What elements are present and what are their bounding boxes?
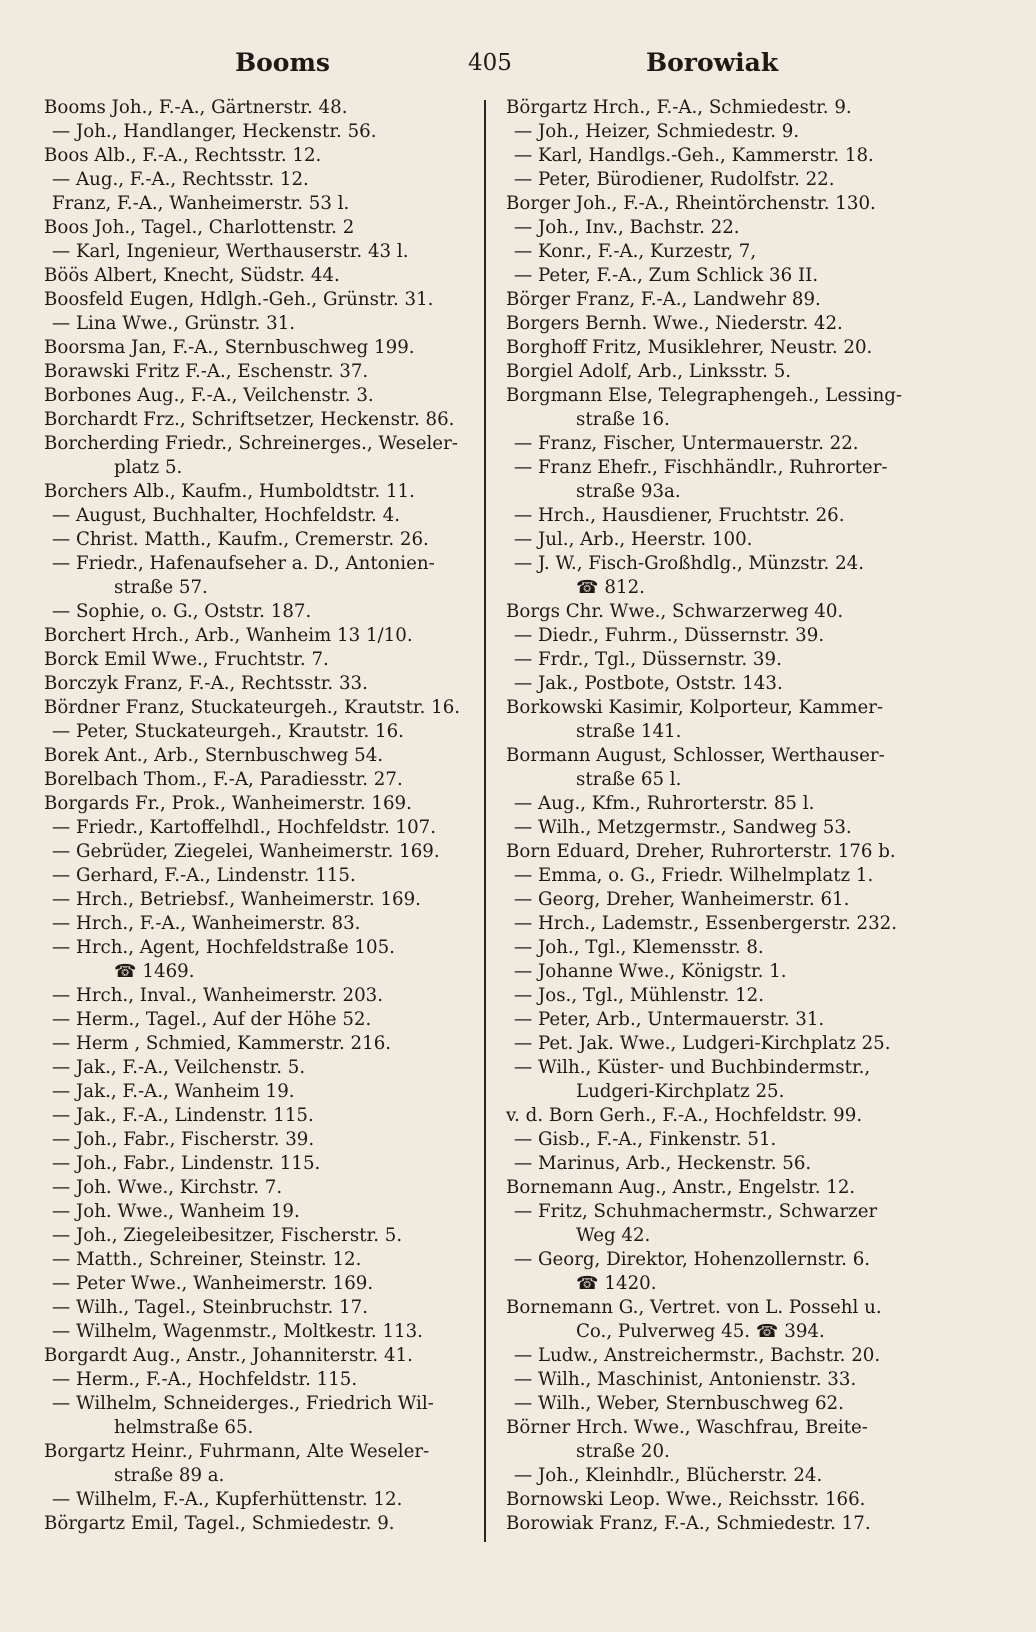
directory-entry-line: — Joh., Heizer, Schmiedestr. 9. <box>514 121 800 142</box>
directory-entry-line: — Emma, o. G., Friedr. Wilhelmplatz 1. <box>514 865 874 886</box>
directory-entry-line: Booms Joh., F.-A., Gärtnerstr. 48. <box>44 97 348 118</box>
directory-entry-line: — Joh., Ziegeleibesitzer, Fischerstr. 5. <box>52 1225 403 1246</box>
directory-entry-line: — Johanne Wwe., Königstr. 1. <box>514 961 787 982</box>
directory-entry-line: — Karl, Ingenieur, Werthauserstr. 43 l. <box>52 241 409 262</box>
right-column <box>506 96 996 1536</box>
directory-entry-line: Boorsma Jan, F.-A., Sternbuschweg 199. <box>44 337 415 358</box>
directory-entry-line: straße 93a. <box>576 481 681 502</box>
directory-entry-line: — Franz Ehefr., Fischhändlr., Ruhrorter- <box>514 457 888 478</box>
directory-entry-line: platz 5. <box>114 457 183 478</box>
directory-entry-line: — Joh., Fabr., Fischerstr. 39. <box>52 1129 315 1150</box>
directory-entry-line: Böös Albert, Knecht, Südstr. 44. <box>44 265 340 286</box>
directory-entry-line: — Wilhelm, F.-A., Kupferhüttenstr. 12. <box>52 1489 403 1510</box>
directory-entry-line: Ludgeri-Kirchplatz 25. <box>576 1081 785 1102</box>
directory-entry-line: — Wilh., Weber, Sternbuschweg 62. <box>514 1393 844 1414</box>
directory-entry-line: — August, Buchhalter, Hochfeldstr. 4. <box>52 505 400 526</box>
directory-entry-line: — Hrch., Lademstr., Essenbergerstr. 232. <box>514 913 898 934</box>
directory-entry-line: — Jul., Arb., Heerstr. 100. <box>514 529 753 550</box>
directory-entry-line: straße 20. <box>576 1441 670 1462</box>
directory-entry-line: — Hrch., Hausdiener, Fruchtstr. 26. <box>514 505 845 526</box>
directory-entry-line: Börgartz Emil, Tagel., Schmiedestr. 9. <box>44 1513 395 1534</box>
directory-entry-line: — Peter, Stuckateurgeh., Krautstr. 16. <box>52 721 404 742</box>
directory-entry-line: Börger Franz, F.-A., Landwehr 89. <box>506 289 821 310</box>
directory-entry-line: straße 65 l. <box>576 769 682 790</box>
directory-entry-line: — Christ. Matth., Kaufm., Cremerstr. 26. <box>52 529 429 550</box>
directory-entry-line: — Joh., Fabr., Lindenstr. 115. <box>52 1153 321 1174</box>
directory-entry-line: — Jak., F.-A., Wanheim 19. <box>52 1081 295 1102</box>
directory-entry-line: — Gerhard, F.-A., Lindenstr. 115. <box>52 865 356 886</box>
directory-entry-line: — Joh., Handlanger, Heckenstr. 56. <box>52 121 377 142</box>
directory-entry-line: Borawski Fritz F.-A., Eschenstr. 37. <box>44 361 369 382</box>
directory-entry-line: — Aug., F.-A., Rechtsstr. 12. <box>52 169 309 190</box>
directory-entry-line: straße 89 a. <box>114 1465 225 1486</box>
directory-entry-line: ☎ 1469. <box>114 961 195 982</box>
directory-entry-line: Franz, F.-A., Wanheimerstr. 53 l. <box>52 193 350 214</box>
directory-entry-line: — Herm., F.-A., Hochfeldstr. 115. <box>52 1369 358 1390</box>
directory-entry-line: — Wilhelm, Schneiderges., Friedrich Wil- <box>52 1393 434 1414</box>
directory-entry-line: — Wilh., Küster- und Buchbindermstr., <box>514 1057 871 1078</box>
directory-entry-line: — Hrch., Inval., Wanheimerstr. 203. <box>52 985 384 1006</box>
directory-entry-line: ☎ 1420. <box>576 1273 657 1294</box>
directory-entry-line: — Peter, Arb., Untermauerstr. 31. <box>514 1009 825 1030</box>
directory-entry-line: — Joh., Tgl., Klemensstr. 8. <box>514 937 764 958</box>
directory-entry-line: Boos Joh., Tagel., Charlottenstr. 2 <box>44 217 355 238</box>
directory-entry-line: — Friedr., Hafenaufseher a. D., Antonien- <box>52 553 435 574</box>
directory-entry-line: — Franz, Fischer, Untermauerstr. 22. <box>514 433 859 454</box>
directory-entry-line: Borck Emil Wwe., Fruchtstr. 7. <box>44 649 329 670</box>
directory-entry-line: Borchardt Frz., Schriftsetzer, Heckenstr. 86. <box>44 409 455 430</box>
directory-entry-line: Borchert Hrch., Arb., Wanheim 13 1/10. <box>44 625 413 646</box>
directory-entry-line: — Friedr., Kartoffelhdl., Hochfeldstr. 107. <box>52 817 437 838</box>
directory-entry-line: straße 16. <box>576 409 670 430</box>
directory-entry-line: — Sophie, o. G., Oststr. 187. <box>52 601 312 622</box>
directory-entry-line: — Herm , Schmied, Kammerstr. 216. <box>52 1033 392 1054</box>
directory-entry-line: Bördner Franz, Stuckateurgeh., Krautstr. 16. <box>44 697 461 718</box>
directory-entry-line: — Georg, Direktor, Hohenzollernstr. 6. <box>514 1249 871 1270</box>
directory-entry-line: Borbones Aug., F.-A., Veilchenstr. 3. <box>44 385 374 406</box>
directory-entry-line: Borek Ant., Arb., Sternbuschweg 54. <box>44 745 384 766</box>
column-divider <box>484 100 486 1542</box>
directory-entry-line: Borgmann Else, Telegraphengeh., Lessing- <box>506 385 903 406</box>
directory-entry-line: — Hrch., Betriebsf., Wanheimerstr. 169. <box>52 889 421 910</box>
directory-entry-line: Borelbach Thom., F.-A, Paradiesstr. 27. <box>44 769 403 790</box>
directory-entry-line: Borcherding Friedr., Schreinerges., Weseler- <box>44 433 458 454</box>
directory-entry-line: helmstraße 65. <box>114 1417 254 1438</box>
directory-entry-line: — Peter Wwe., Wanheimerstr. 169. <box>52 1273 374 1294</box>
directory-entry-line: Borghoff Fritz, Musiklehrer, Neustr. 20. <box>506 337 873 358</box>
directory-entry-line: — Jak., F.-A., Lindenstr. 115. <box>52 1105 314 1126</box>
page-number: 405 <box>468 50 512 76</box>
directory-entry-line: straße 141. <box>576 721 682 742</box>
directory-entry-line: — Joh. Wwe., Wanheim 19. <box>52 1201 300 1222</box>
directory-entry-line: Borgardt Aug., Anstr., Johanniterstr. 41. <box>44 1345 413 1366</box>
directory-entry-line: Bornemann G., Vertret. von L. Possehl u. <box>506 1297 882 1318</box>
directory-entry-line: Borgiel Adolf, Arb., Linksstr. 5. <box>506 361 792 382</box>
directory-entry-line: Borczyk Franz, F.-A., Rechtsstr. 33. <box>44 673 368 694</box>
directory-entry-line: — Wilhelm, Wagenmstr., Moltkestr. 113. <box>52 1321 423 1342</box>
directory-entry-line: — Pet. Jak. Wwe., Ludgeri-Kirchplatz 25. <box>514 1033 891 1054</box>
directory-entry-line: — Aug., Kfm., Ruhrorterstr. 85 l. <box>514 793 815 814</box>
directory-entry-line: v. d. Born Gerh., F.-A., Hochfeldstr. 99. <box>506 1105 863 1126</box>
directory-entry-line: Börner Hrch. Wwe., Waschfrau, Breite- <box>506 1417 868 1438</box>
directory-entry-line: — Frdr., Tgl., Düssernstr. 39. <box>514 649 782 670</box>
directory-entry-line: — Joh., Kleinhdlr., Blücherstr. 24. <box>514 1465 823 1486</box>
directory-entry-line: Boosfeld Eugen, Hdlgh.-Geh., Grünstr. 31. <box>44 289 434 310</box>
directory-entry-line: — Wilh., Metzgermstr., Sandweg 53. <box>514 817 852 838</box>
page-header <box>0 48 1036 88</box>
directory-entry-line: Born Eduard, Dreher, Ruhrorterstr. 176 b. <box>506 841 896 862</box>
directory-entry-line: straße 57. <box>114 577 208 598</box>
directory-entry-line: — J. W., Fisch-Großhdlg., Münzstr. 24. <box>514 553 865 574</box>
directory-entry-line: Börgartz Hrch., F.-A., Schmiedestr. 9. <box>506 97 852 118</box>
directory-entry-line: — Hrch., F.-A., Wanheimerstr. 83. <box>52 913 361 934</box>
directory-entry-line: — Lina Wwe., Grünstr. 31. <box>52 313 296 334</box>
directory-entry-line: — Konr., F.-A., Kurzestr, 7, <box>514 241 757 262</box>
header-left-word: Booms <box>235 48 331 77</box>
directory-entry-line: — Joh., Inv., Bachstr. 22. <box>514 217 740 238</box>
left-column <box>44 96 482 1536</box>
directory-entry-line: Borowiak Franz, F.-A., Schmiedestr. 17. <box>506 1513 871 1534</box>
directory-entry-line: Bormann August, Schlosser, Werthauser- <box>506 745 885 766</box>
directory-entry-line: — Jos., Tgl., Mühlenstr. 12. <box>514 985 764 1006</box>
directory-entry-line: — Matth., Schreiner, Steinstr. 12. <box>52 1249 362 1270</box>
directory-entry-line: Borgs Chr. Wwe., Schwarzerweg 40. <box>506 601 844 622</box>
directory-entry-line: Borgers Bernh. Wwe., Niederstr. 42. <box>506 313 843 334</box>
directory-entry-line: — Marinus, Arb., Heckenstr. 56. <box>514 1153 812 1174</box>
directory-entry-line: — Herm., Tagel., Auf der Höhe 52. <box>52 1009 372 1030</box>
directory-entry-line: Borgards Fr., Prok., Wanheimerstr. 169. <box>44 793 412 814</box>
directory-entry-line: — Wilh., Tagel., Steinbruchstr. 17. <box>52 1297 368 1318</box>
directory-entry-line: — Hrch., Agent, Hochfeldstraße 105. <box>52 937 395 958</box>
directory-entry-line: Borkowski Kasimir, Kolporteur, Kammer- <box>506 697 884 718</box>
directory-entry-line: Borchers Alb., Kaufm., Humboldtstr. 11. <box>44 481 415 502</box>
directory-entry-line: Borgartz Heinr., Fuhrmann, Alte Weseler- <box>44 1441 430 1462</box>
header-right-word: Borowiak <box>646 48 779 77</box>
directory-entry-line: ☎ 812. <box>576 577 645 598</box>
directory-entry-line: — Jak., F.-A., Veilchenstr. 5. <box>52 1057 306 1078</box>
directory-entry-line: Borger Joh., F.-A., Rheintörchenstr. 130. <box>506 193 876 214</box>
directory-entry-line: — Fritz, Schuhmachermstr., Schwarzer <box>514 1201 878 1222</box>
directory-entry-line: Co., Pulverweg 45. ☎ 394. <box>576 1321 825 1342</box>
directory-entry-line: — Wilh., Maschinist, Antonienstr. 33. <box>514 1369 857 1390</box>
directory-entry-line: — Karl, Handlgs.-Geh., Kammerstr. 18. <box>514 145 874 166</box>
directory-entry-line: — Peter, F.-A., Zum Schlick 36 II. <box>514 265 819 286</box>
directory-entry-line: — Joh. Wwe., Kirchstr. 7. <box>52 1177 283 1198</box>
directory-entry-line: — Georg, Dreher, Wanheimerstr. 61. <box>514 889 850 910</box>
directory-entry-line: — Diedr., Fuhrm., Düssernstr. 39. <box>514 625 825 646</box>
directory-entry-line: — Jak., Postbote, Oststr. 143. <box>514 673 783 694</box>
directory-entry-line: — Gebrüder, Ziegelei, Wanheimerstr. 169. <box>52 841 440 862</box>
directory-entry-line: Bornemann Aug., Anstr., Engelstr. 12. <box>506 1177 856 1198</box>
directory-entry-line: — Gisb., F.-A., Finkenstr. 51. <box>514 1129 777 1150</box>
directory-entry-line: Weg 42. <box>576 1225 651 1246</box>
directory-entry-line: — Peter, Bürodiener, Rudolfstr. 22. <box>514 169 835 190</box>
directory-entry-line: Bornowski Leop. Wwe., Reichsstr. 166. <box>506 1489 866 1510</box>
directory-entry-line: — Ludw., Anstreichermstr., Bachstr. 20. <box>514 1345 881 1366</box>
directory-entry-line: Boos Alb., F.-A., Rechtsstr. 12. <box>44 145 322 166</box>
